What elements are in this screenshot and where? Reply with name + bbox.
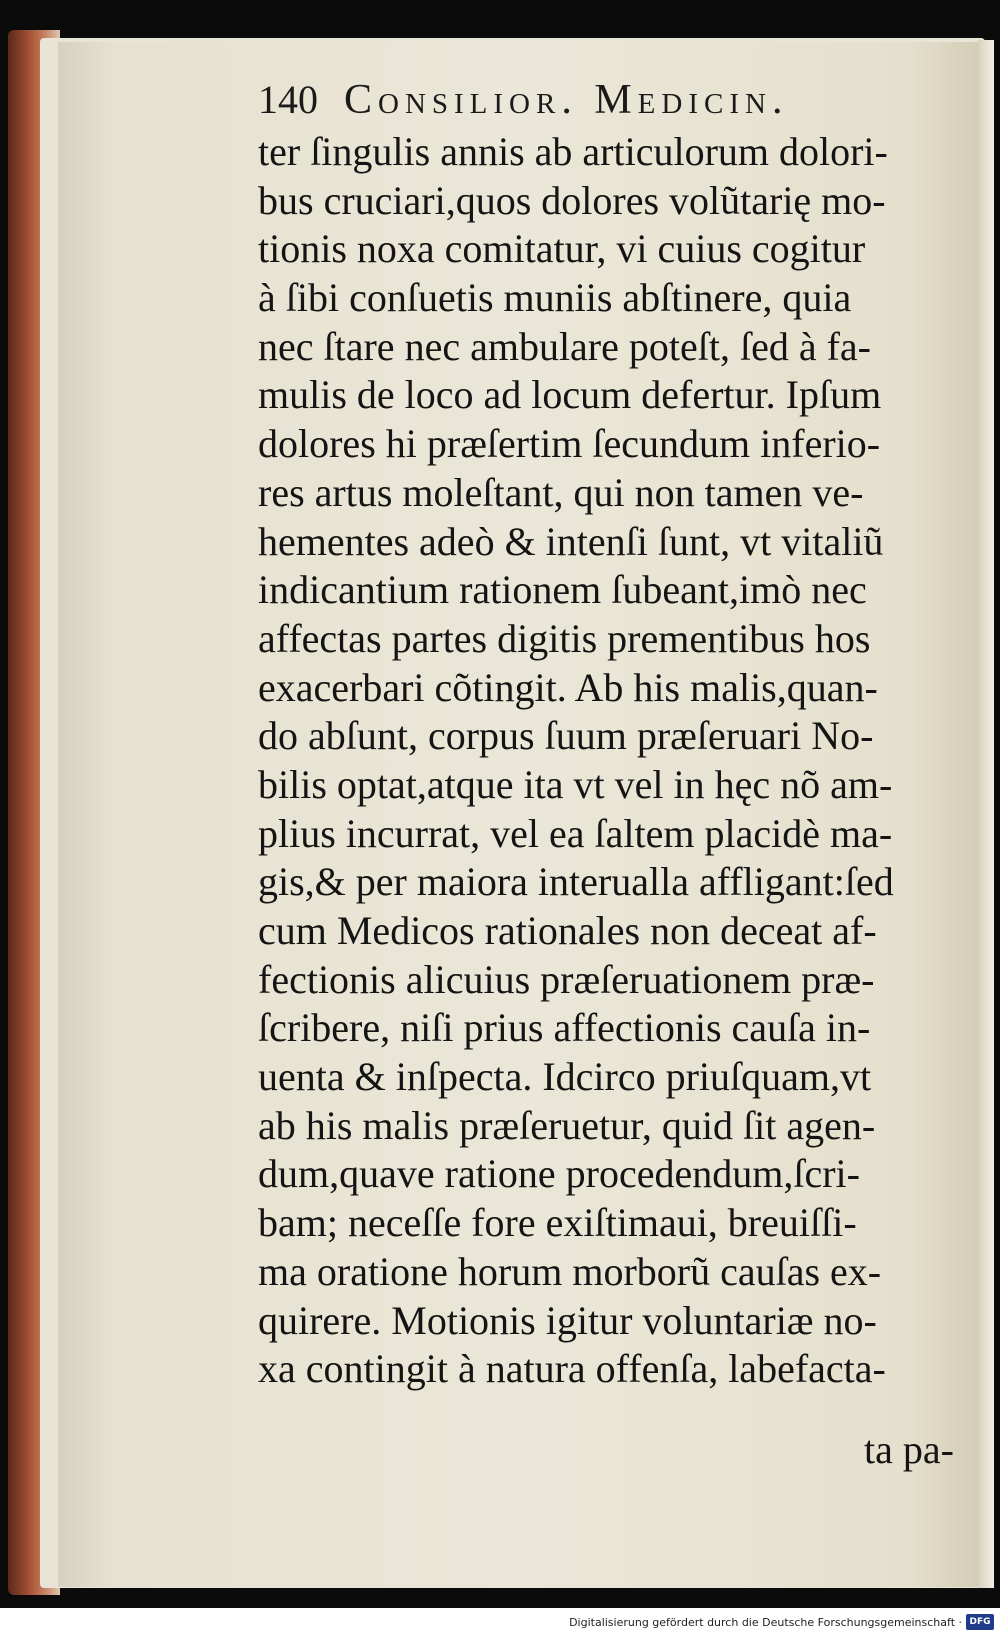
text-line: ab his malis præſeruetur, quid ſit agen-: [258, 1102, 876, 1148]
text-line: bilis optat,atque ita vt vel in hęc nõ am-: [258, 761, 893, 807]
page-number: 140: [258, 77, 318, 122]
text-line: affectas partes digitis prementibus hos: [258, 615, 871, 661]
text-line: fectionis alicuius præſeruationem præ-: [258, 956, 875, 1002]
running-title: Consilior. Medicin.: [344, 77, 789, 123]
dfg-logo: DFG: [966, 1614, 994, 1630]
text-line: res artus moleſtant, qui non tamen ve-: [258, 469, 864, 515]
text-line: plius incurrat, vel ea ſaltem placidè ma-: [258, 810, 893, 856]
text-line: exacerbari cõtingit. Ab his malis,quan-: [258, 664, 878, 710]
text-line: nec ſtare nec ambulare poteſt, ſed à fa-: [258, 323, 871, 369]
footer-bar: [0, 1608, 1000, 1639]
text-line: dolores hi præſertim ſecundum inferio-: [258, 421, 881, 467]
text-line: bam; neceſſe fore exiſtimaui, breuiſſi-: [258, 1200, 857, 1246]
catchword: ta pa-: [864, 1427, 954, 1472]
page-right-edge: [978, 40, 994, 1588]
digitization-credit: Digitalisierung gefördert durch die Deutsche Forschungsgemeinschaft ·: [569, 1616, 962, 1629]
text-line: ſcribere, niſi prius affectionis cauſa in-: [258, 1005, 871, 1051]
body-text: [258, 128, 964, 1394]
text-line: do abſunt, corpus ſuum præſeruari No-: [258, 713, 874, 759]
text-line: cum Medicos rationales non deceat af-: [258, 908, 877, 953]
text-line: dum,quave ratione procedendum,ſcri-: [258, 1151, 860, 1197]
text-line: tionis noxa comitatur, vi cuius cogitur: [258, 226, 866, 272]
text-line: xa contingit à natura offenſa, labefacta-: [258, 1346, 886, 1392]
text-line: bus cruciari,quos dolores volũtarię mo-: [258, 177, 886, 223]
text-line: quirere. Motionis igitur voluntariæ no-: [258, 1297, 877, 1343]
text-line: ma oratione horum morborũ cauſas ex-: [258, 1248, 882, 1294]
text-line: mulis de loco ad locum defertur. Ipſum: [258, 372, 882, 418]
text-line: gis,& per maiora interualla affligant:ſed: [258, 859, 894, 905]
text-line: uenta & inſpecta. Idcirco priuſquam,vt: [258, 1054, 872, 1100]
text-line: hementes adeò & intenſi ſunt, vt vitaliũ: [258, 518, 884, 564]
text-line: ter ſingulis annis ab articulorum dolori-: [258, 129, 888, 174]
text-line: indicantium rationem ſubeant,imò nec: [258, 567, 867, 613]
text-line: à ſibi conſuetis muniis abſtinere, quia: [258, 275, 852, 321]
